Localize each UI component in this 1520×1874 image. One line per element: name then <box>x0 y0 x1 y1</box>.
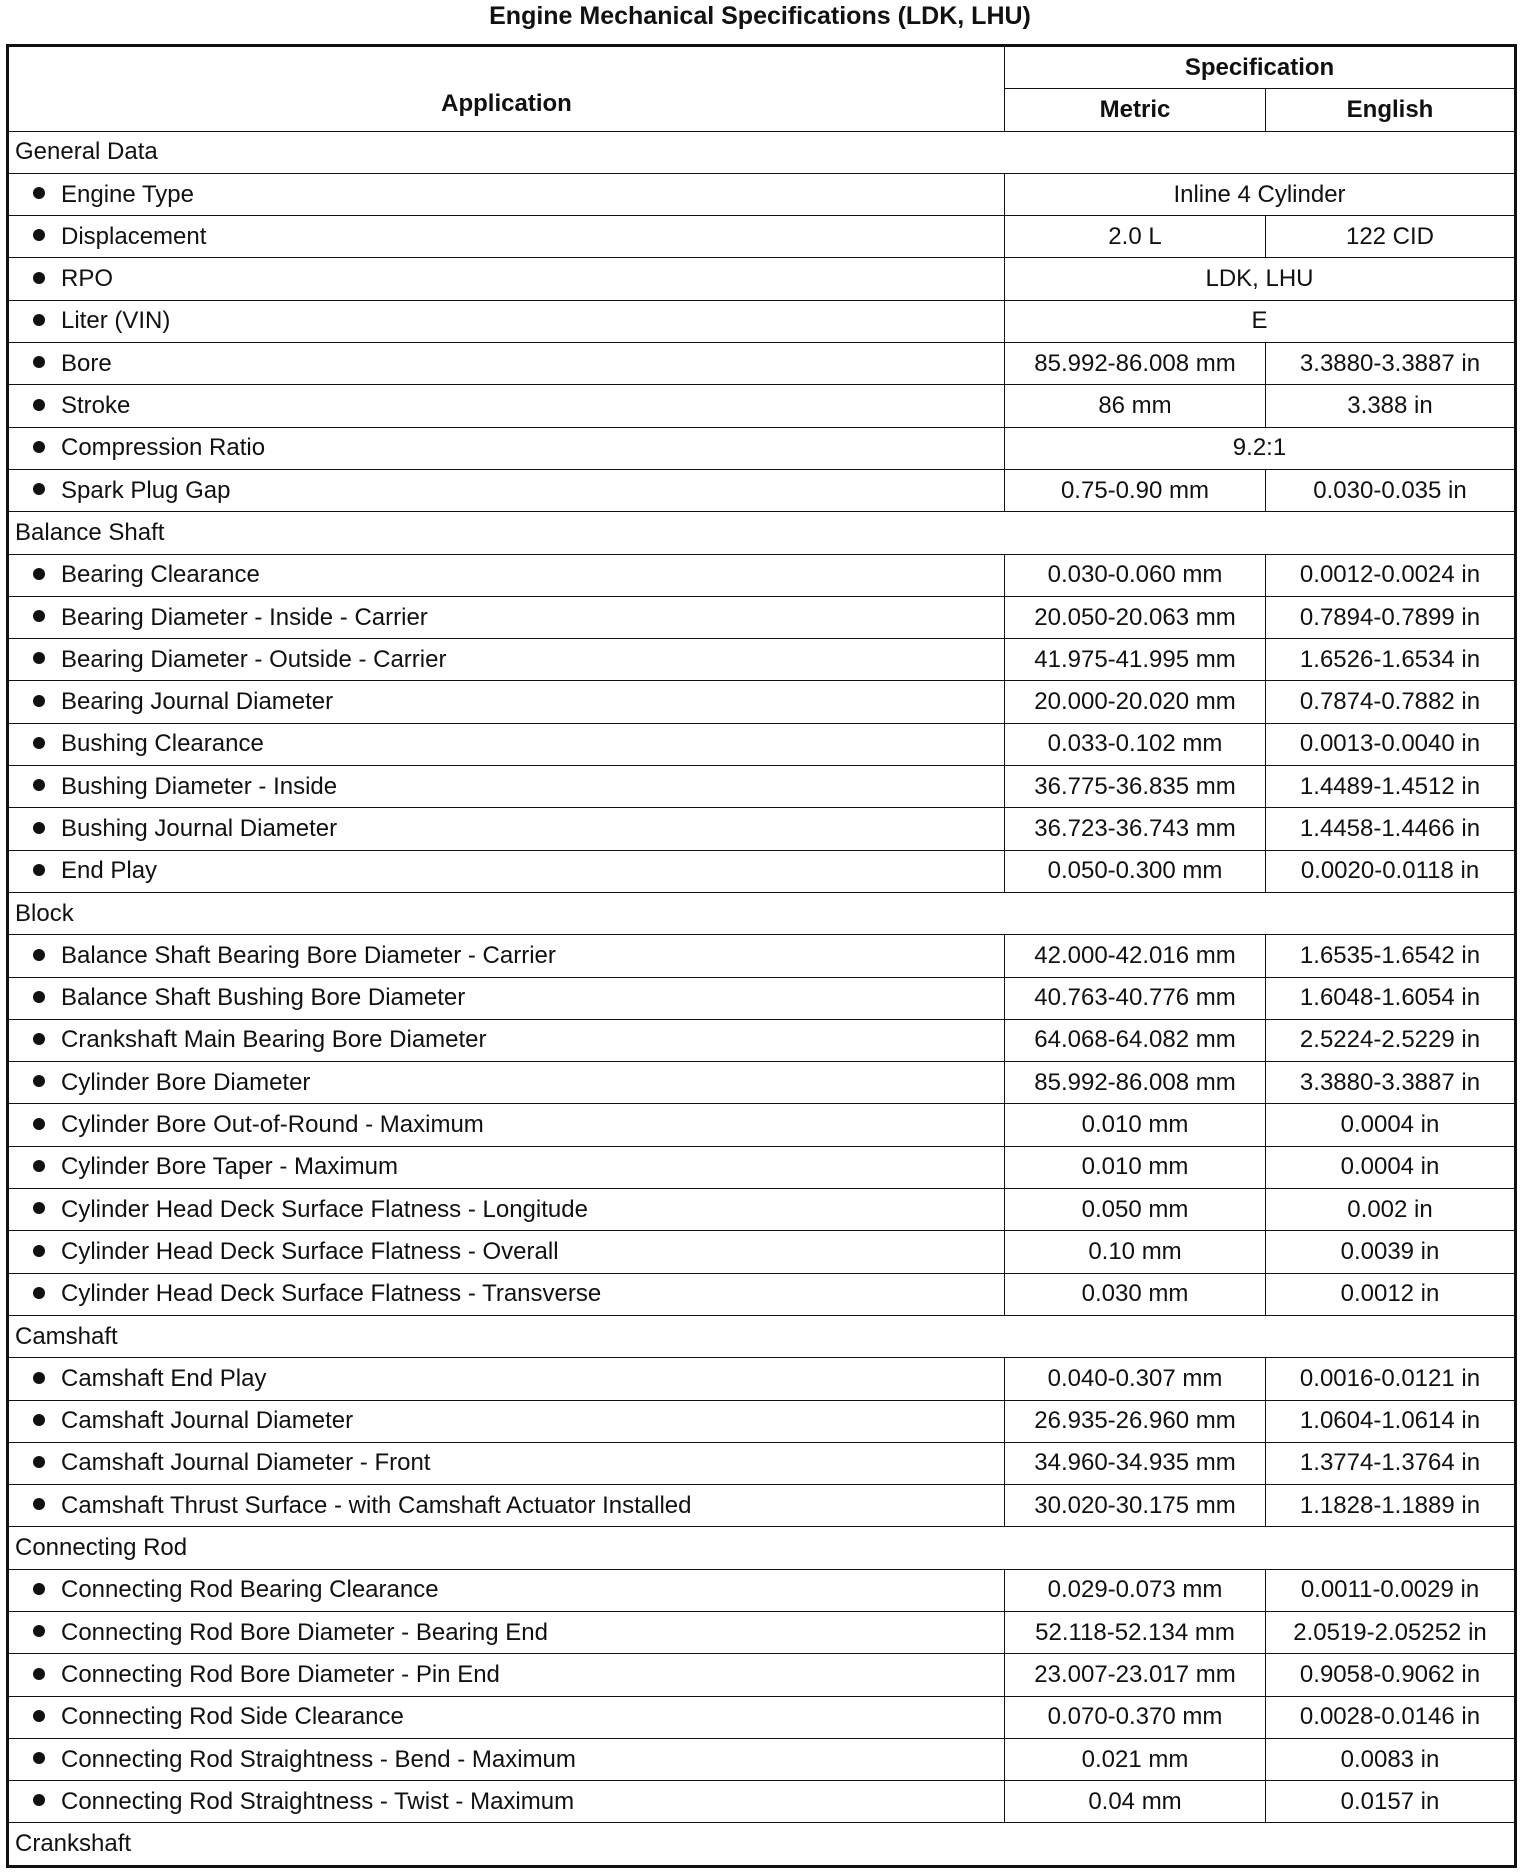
application-cell <box>8 1569 1005 1611</box>
bullet-icon <box>33 1498 45 1510</box>
section-row <box>8 1527 1516 1569</box>
table-row <box>8 1019 1516 1061</box>
english-value: 1.1828-1.1889 in <box>1266 1485 1516 1527</box>
application-cell <box>8 1696 1005 1738</box>
bullet-icon <box>33 568 45 580</box>
english-value: 1.0604-1.0614 in <box>1266 1400 1516 1442</box>
table-row <box>8 977 1516 1019</box>
english-value: 0.030-0.035 in <box>1266 469 1516 511</box>
application-label: Liter (VIN) <box>61 307 171 335</box>
english-value: 0.0157 in <box>1266 1781 1516 1823</box>
spec-table-container <box>6 44 1514 1868</box>
english-value: 1.3774-1.3764 in <box>1266 1442 1516 1484</box>
metric-value: 42.000-42.016 mm <box>1005 935 1266 977</box>
application-cell <box>8 596 1005 638</box>
application-label: Engine Type <box>61 180 194 208</box>
bullet-icon <box>33 822 45 834</box>
table-row <box>8 1400 1516 1442</box>
english-value: 2.0519-2.05252 in <box>1266 1611 1516 1653</box>
application-label: Cylinder Bore Diameter <box>61 1068 311 1096</box>
english-value: 0.0039 in <box>1266 1231 1516 1273</box>
spec-value-merged: 9.2:1 <box>1005 427 1516 469</box>
table-row <box>8 385 1516 427</box>
application-label: Connecting Rod Bore Diameter - Pin End <box>61 1660 500 1688</box>
table-row <box>8 1738 1516 1780</box>
english-value: 0.0012-0.0024 in <box>1266 554 1516 596</box>
spec-value-merged: Inline 4 Cylinder <box>1005 173 1516 215</box>
application-label: Crankshaft Main Bearing Bore Diameter <box>61 1026 487 1054</box>
english-value: 0.002 in <box>1266 1189 1516 1231</box>
metric-value: 0.030-0.060 mm <box>1005 554 1266 596</box>
application-label: Bushing Diameter - Inside <box>61 772 338 800</box>
english-value: 1.6526-1.6534 in <box>1266 639 1516 681</box>
application-label: Cylinder Head Deck Surface Flatness - Overall <box>61 1237 559 1265</box>
application-cell <box>8 385 1005 427</box>
bullet-icon <box>33 695 45 707</box>
application-label: Bore <box>61 349 112 377</box>
metric-value: 0.033-0.102 mm <box>1005 723 1266 765</box>
section-title: Block <box>8 892 1516 934</box>
metric-value: 36.723-36.743 mm <box>1005 808 1266 850</box>
bullet-icon <box>33 229 45 241</box>
application-cell <box>8 216 1005 258</box>
bullet-icon <box>33 441 45 453</box>
application-label: Bearing Diameter - Outside - Carrier <box>61 645 447 673</box>
bullet-icon <box>33 1245 45 1257</box>
metric-value: 20.050-20.063 mm <box>1005 596 1266 638</box>
application-label: Stroke <box>61 392 131 420</box>
application-cell <box>8 1104 1005 1146</box>
table-row <box>8 1189 1516 1231</box>
section-row <box>8 512 1516 554</box>
application-cell <box>8 554 1005 596</box>
spec-value-merged: E <box>1005 300 1516 342</box>
application-cell <box>8 1273 1005 1315</box>
spec-table-body <box>8 131 1516 1866</box>
english-value: 0.0013-0.0040 in <box>1266 723 1516 765</box>
application-cell <box>8 1654 1005 1696</box>
section-title: Connecting Rod <box>8 1527 1516 1569</box>
header-metric: Metric <box>1005 89 1266 131</box>
table-row <box>8 1781 1516 1823</box>
table-row <box>8 935 1516 977</box>
english-value: 3.3880-3.3887 in <box>1266 343 1516 385</box>
bullet-icon <box>33 314 45 326</box>
metric-value: 0.021 mm <box>1005 1738 1266 1780</box>
application-cell <box>8 1485 1005 1527</box>
bullet-icon <box>33 1414 45 1426</box>
bullet-icon <box>33 610 45 622</box>
metric-value: 0.04 mm <box>1005 1781 1266 1823</box>
page-title: Engine Mechanical Specifications (LDK, LHU) <box>489 2 1031 30</box>
table-row <box>8 723 1516 765</box>
english-value: 0.0011-0.0029 in <box>1266 1569 1516 1611</box>
metric-value: 0.070-0.370 mm <box>1005 1696 1266 1738</box>
application-label: Camshaft Journal Diameter - Front <box>61 1449 431 1477</box>
table-row <box>8 554 1516 596</box>
application-cell <box>8 300 1005 342</box>
application-label: Balance Shaft Bearing Bore Diameter - Carrier <box>61 941 556 969</box>
bullet-icon <box>33 483 45 495</box>
bullet-icon <box>33 1287 45 1299</box>
application-label: Connecting Rod Straightness - Twist - Maximum <box>61 1787 575 1815</box>
table-row <box>8 258 1516 300</box>
table-row <box>8 681 1516 723</box>
application-cell <box>8 1781 1005 1823</box>
metric-value: 0.030 mm <box>1005 1273 1266 1315</box>
metric-value: 36.775-36.835 mm <box>1005 766 1266 808</box>
bullet-icon <box>33 1075 45 1087</box>
application-cell <box>8 723 1005 765</box>
english-value: 1.6535-1.6542 in <box>1266 935 1516 977</box>
metric-value: 34.960-34.935 mm <box>1005 1442 1266 1484</box>
english-value: 0.7894-0.7899 in <box>1266 596 1516 638</box>
table-row <box>8 1358 1516 1400</box>
english-value: 122 CID <box>1266 216 1516 258</box>
application-cell <box>8 173 1005 215</box>
table-row <box>8 1062 1516 1104</box>
metric-value: 52.118-52.134 mm <box>1005 1611 1266 1653</box>
application-cell <box>8 1189 1005 1231</box>
application-label: Cylinder Bore Out-of-Round - Maximum <box>61 1111 484 1139</box>
english-value: 0.0012 in <box>1266 1273 1516 1315</box>
application-label: Cylinder Head Deck Surface Flatness - Transverse <box>61 1280 602 1308</box>
application-label: Balance Shaft Bushing Bore Diameter <box>61 984 466 1012</box>
bullet-icon <box>33 779 45 791</box>
application-cell <box>8 343 1005 385</box>
application-label: Connecting Rod Side Clearance <box>61 1703 404 1731</box>
section-title: Balance Shaft <box>8 512 1516 554</box>
metric-value: 0.010 mm <box>1005 1104 1266 1146</box>
header-application: Application <box>8 46 1005 132</box>
metric-value: 0.029-0.073 mm <box>1005 1569 1266 1611</box>
spec-value-merged: LDK, LHU <box>1005 258 1516 300</box>
spec-table <box>6 44 1517 1868</box>
table-row <box>8 850 1516 892</box>
metric-value: 85.992-86.008 mm <box>1005 1062 1266 1104</box>
bullet-icon <box>33 652 45 664</box>
application-label: Camshaft Journal Diameter <box>61 1407 354 1435</box>
application-label: Connecting Rod Straightness - Bend - Maximum <box>61 1745 576 1773</box>
bullet-icon <box>33 1710 45 1722</box>
bullet-icon <box>33 1794 45 1806</box>
metric-value: 20.000-20.020 mm <box>1005 681 1266 723</box>
table-row <box>8 1231 1516 1273</box>
application-label: End Play <box>61 857 158 885</box>
section-row <box>8 892 1516 934</box>
section-row <box>8 1315 1516 1357</box>
application-cell <box>8 469 1005 511</box>
metric-value: 0.010 mm <box>1005 1146 1266 1188</box>
application-cell <box>8 935 1005 977</box>
table-row <box>8 1273 1516 1315</box>
application-label: Bearing Diameter - Inside - Carrier <box>61 603 428 631</box>
metric-value: 0.040-0.307 mm <box>1005 1358 1266 1400</box>
application-label: Bushing Journal Diameter <box>61 814 338 842</box>
bullet-icon <box>33 399 45 411</box>
application-label: Spark Plug Gap <box>61 476 231 504</box>
english-value: 1.6048-1.6054 in <box>1266 977 1516 1019</box>
table-row <box>8 469 1516 511</box>
english-value: 0.0016-0.0121 in <box>1266 1358 1516 1400</box>
table-row <box>8 1611 1516 1653</box>
metric-value: 41.975-41.995 mm <box>1005 639 1266 681</box>
metric-value: 64.068-64.082 mm <box>1005 1019 1266 1061</box>
bullet-icon <box>33 356 45 368</box>
application-label: Camshaft End Play <box>61 1364 267 1392</box>
table-row <box>8 1485 1516 1527</box>
application-label: Bushing Clearance <box>61 730 264 758</box>
application-cell <box>8 639 1005 681</box>
bullet-icon <box>33 737 45 749</box>
application-label: Compression Ratio <box>61 434 266 462</box>
english-value: 0.0083 in <box>1266 1738 1516 1780</box>
application-label: Displacement <box>61 222 207 250</box>
section-title: Crankshaft <box>8 1823 1516 1866</box>
application-cell <box>8 681 1005 723</box>
english-value: 1.4458-1.4466 in <box>1266 808 1516 850</box>
english-value: 0.0020-0.0118 in <box>1266 850 1516 892</box>
application-cell <box>8 1442 1005 1484</box>
bullet-icon <box>33 1118 45 1130</box>
application-label: Cylinder Bore Taper - Maximum <box>61 1153 398 1181</box>
section-title: General Data <box>8 131 1516 173</box>
english-value: 0.7874-0.7882 in <box>1266 681 1516 723</box>
application-label: Cylinder Head Deck Surface Flatness - Longitude <box>61 1195 588 1223</box>
metric-value: 0.050 mm <box>1005 1189 1266 1231</box>
table-row <box>8 596 1516 638</box>
application-cell <box>8 1231 1005 1273</box>
table-row <box>8 639 1516 681</box>
bullet-icon <box>33 1372 45 1384</box>
table-row <box>8 808 1516 850</box>
application-cell <box>8 1738 1005 1780</box>
metric-value: 2.0 L <box>1005 216 1266 258</box>
table-row <box>8 343 1516 385</box>
header-english: English <box>1266 89 1516 131</box>
application-cell <box>8 977 1005 1019</box>
bullet-icon <box>33 1202 45 1214</box>
metric-value: 30.020-30.175 mm <box>1005 1485 1266 1527</box>
section-title: Camshaft <box>8 1315 1516 1357</box>
metric-value: 0.10 mm <box>1005 1231 1266 1273</box>
header-specification: Specification <box>1005 46 1516 89</box>
bullet-icon <box>33 272 45 284</box>
application-cell <box>8 850 1005 892</box>
application-cell <box>8 1019 1005 1061</box>
table-row <box>8 300 1516 342</box>
application-cell <box>8 1358 1005 1400</box>
application-cell <box>8 1400 1005 1442</box>
english-value: 2.5224-2.5229 in <box>1266 1019 1516 1061</box>
bullet-icon <box>33 1668 45 1680</box>
section-row <box>8 1823 1516 1866</box>
english-value: 0.0004 in <box>1266 1104 1516 1146</box>
table-row <box>8 173 1516 215</box>
bullet-icon <box>33 1583 45 1595</box>
metric-value: 23.007-23.017 mm <box>1005 1654 1266 1696</box>
application-cell <box>8 766 1005 808</box>
english-value: 0.9058-0.9062 in <box>1266 1654 1516 1696</box>
table-row <box>8 1442 1516 1484</box>
table-row <box>8 1146 1516 1188</box>
bullet-icon <box>33 864 45 876</box>
application-cell <box>8 1146 1005 1188</box>
table-row <box>8 1104 1516 1146</box>
metric-value: 0.75-0.90 mm <box>1005 469 1266 511</box>
english-value: 0.0028-0.0146 in <box>1266 1696 1516 1738</box>
table-row <box>8 1696 1516 1738</box>
application-label: Camshaft Thrust Surface - with Camshaft Actuator Installed <box>61 1491 692 1519</box>
bullet-icon <box>33 1625 45 1637</box>
table-row <box>8 427 1516 469</box>
bullet-icon <box>33 949 45 961</box>
application-label: RPO <box>61 265 114 293</box>
bullet-icon <box>33 1033 45 1045</box>
metric-value: 0.050-0.300 mm <box>1005 850 1266 892</box>
application-cell <box>8 1062 1005 1104</box>
application-cell <box>8 258 1005 300</box>
english-value: 1.4489-1.4512 in <box>1266 766 1516 808</box>
application-cell <box>8 808 1005 850</box>
metric-value: 85.992-86.008 mm <box>1005 343 1266 385</box>
application-cell <box>8 1611 1005 1653</box>
english-value: 3.388 in <box>1266 385 1516 427</box>
metric-value: 26.935-26.960 mm <box>1005 1400 1266 1442</box>
table-row <box>8 766 1516 808</box>
english-value: 3.3880-3.3887 in <box>1266 1062 1516 1104</box>
bullet-icon <box>33 991 45 1003</box>
table-row <box>8 1569 1516 1611</box>
english-value: 0.0004 in <box>1266 1146 1516 1188</box>
table-row <box>8 216 1516 258</box>
bullet-icon <box>33 1456 45 1468</box>
application-label: Connecting Rod Bearing Clearance <box>61 1576 439 1604</box>
application-label: Bearing Clearance <box>61 561 260 589</box>
application-label: Connecting Rod Bore Diameter - Bearing End <box>61 1618 548 1646</box>
table-row <box>8 1654 1516 1696</box>
section-row <box>8 131 1516 173</box>
metric-value: 40.763-40.776 mm <box>1005 977 1266 1019</box>
application-label: Bearing Journal Diameter <box>61 688 334 716</box>
bullet-icon <box>33 187 45 199</box>
bullet-icon <box>33 1160 45 1172</box>
metric-value: 86 mm <box>1005 385 1266 427</box>
bullet-icon <box>33 1752 45 1764</box>
application-cell <box>8 427 1005 469</box>
